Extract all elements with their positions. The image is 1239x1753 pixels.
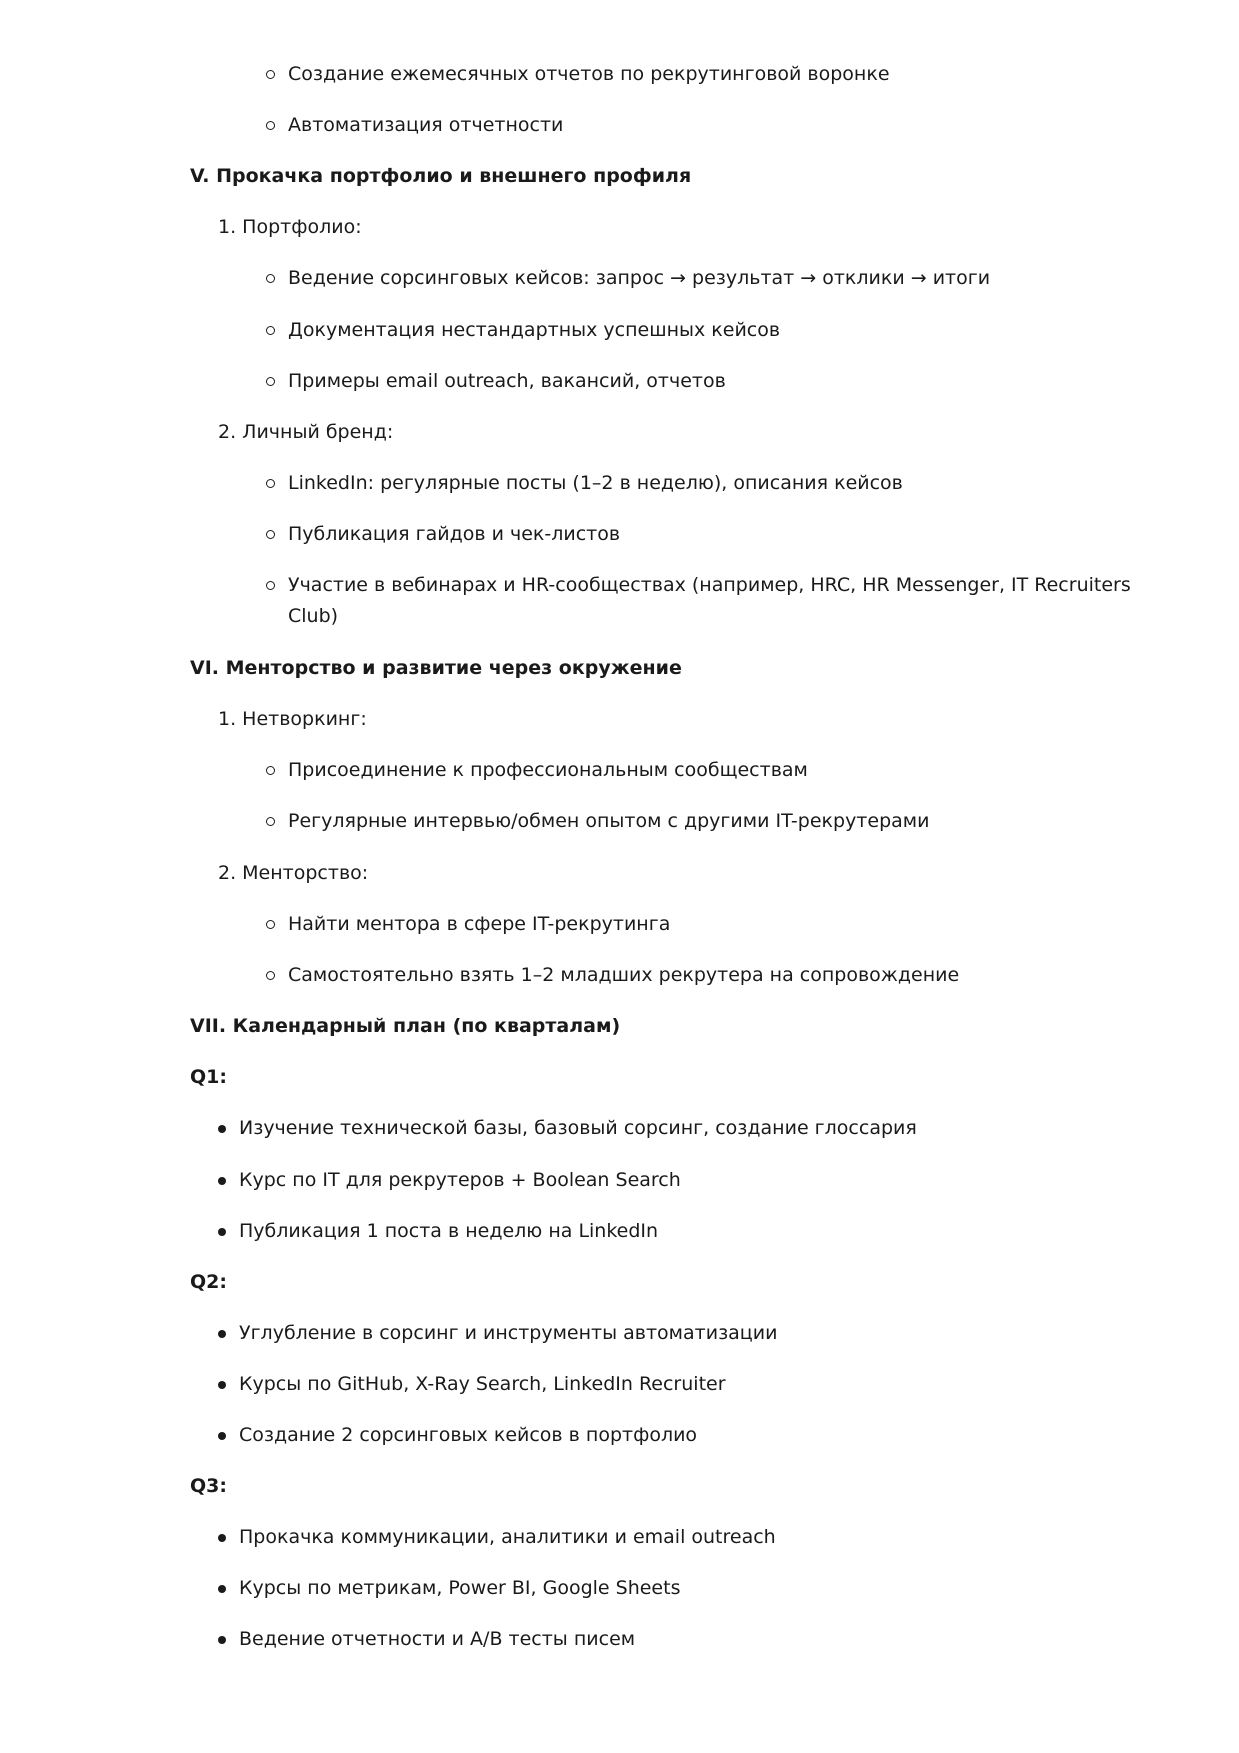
- quarter-label-q2: Q2:: [190, 1271, 227, 1293]
- list-item: Присоединение к профессиональным сообществам: [288, 755, 808, 786]
- list-item: Найти ментора в сфере IT-рекрутинга: [288, 909, 670, 940]
- section-heading-vi: VI. Менторство и развитие через окружение: [190, 657, 682, 679]
- quarter-label-q3: Q3:: [190, 1475, 227, 1497]
- numbered-item-personal-brand: 2. Личный бренд:: [218, 421, 394, 443]
- list-item: Курс по IT для рекрутеров + Boolean Search: [239, 1165, 681, 1196]
- list-item: Создание ежемесячных отчетов по рекрутинговой воронке: [288, 59, 890, 90]
- list-item: Автоматизация отчетности: [288, 110, 563, 141]
- list-item: Курсы по метрикам, Power BI, Google Sheets: [239, 1573, 680, 1604]
- list-item-continuation: Club): [288, 605, 339, 627]
- list-item: Участие в вебинарах и HR-сообществах (например, HRC, HR Messenger, IT Recruiters: [288, 570, 1131, 601]
- section-heading-v: V. Прокачка портфолио и внешнего профиля: [190, 165, 692, 187]
- list-item: Ведение отчетности и A/B тесты писем: [239, 1624, 635, 1655]
- quarter-label-q1: Q1:: [190, 1066, 227, 1088]
- section-heading-vii: VII. Календарный план (по кварталам): [190, 1015, 621, 1037]
- list-item: Ведение сорсинговых кейсов: запрос → результат → отклики → итоги: [288, 263, 990, 294]
- numbered-item-networking: 1. Нетворкинг:: [218, 708, 367, 730]
- list-item: Примеры email outreach, вакансий, отчетов: [288, 366, 726, 397]
- list-item: Прокачка коммуникации, аналитики и email outreach: [239, 1522, 776, 1553]
- list-item: Публикация 1 поста в неделю на LinkedIn: [239, 1216, 658, 1247]
- list-item: Курсы по GitHub, X-Ray Search, LinkedIn Recruiter: [239, 1369, 726, 1400]
- numbered-item-portfolio: 1. Портфолио:: [218, 216, 362, 238]
- list-item: LinkedIn: регулярные посты (1–2 в неделю), описания кейсов: [288, 468, 903, 499]
- list-item: Самостоятельно взять 1–2 младших рекрутера на сопровождение: [288, 960, 959, 991]
- list-item: Создание 2 сорсинговых кейсов в портфолио: [239, 1420, 697, 1451]
- list-item: Документация нестандартных успешных кейсов: [288, 315, 780, 346]
- numbered-item-mentorship: 2. Менторство:: [218, 862, 369, 884]
- list-item: Регулярные интервью/обмен опытом с другими IT-рекрутерами: [288, 806, 929, 837]
- list-item: Изучение технической базы, базовый сорсинг, создание глоссария: [239, 1113, 917, 1144]
- list-item: Углубление в сорсинг и инструменты автоматизации: [239, 1318, 777, 1349]
- list-item: Публикация гайдов и чек-листов: [288, 519, 620, 550]
